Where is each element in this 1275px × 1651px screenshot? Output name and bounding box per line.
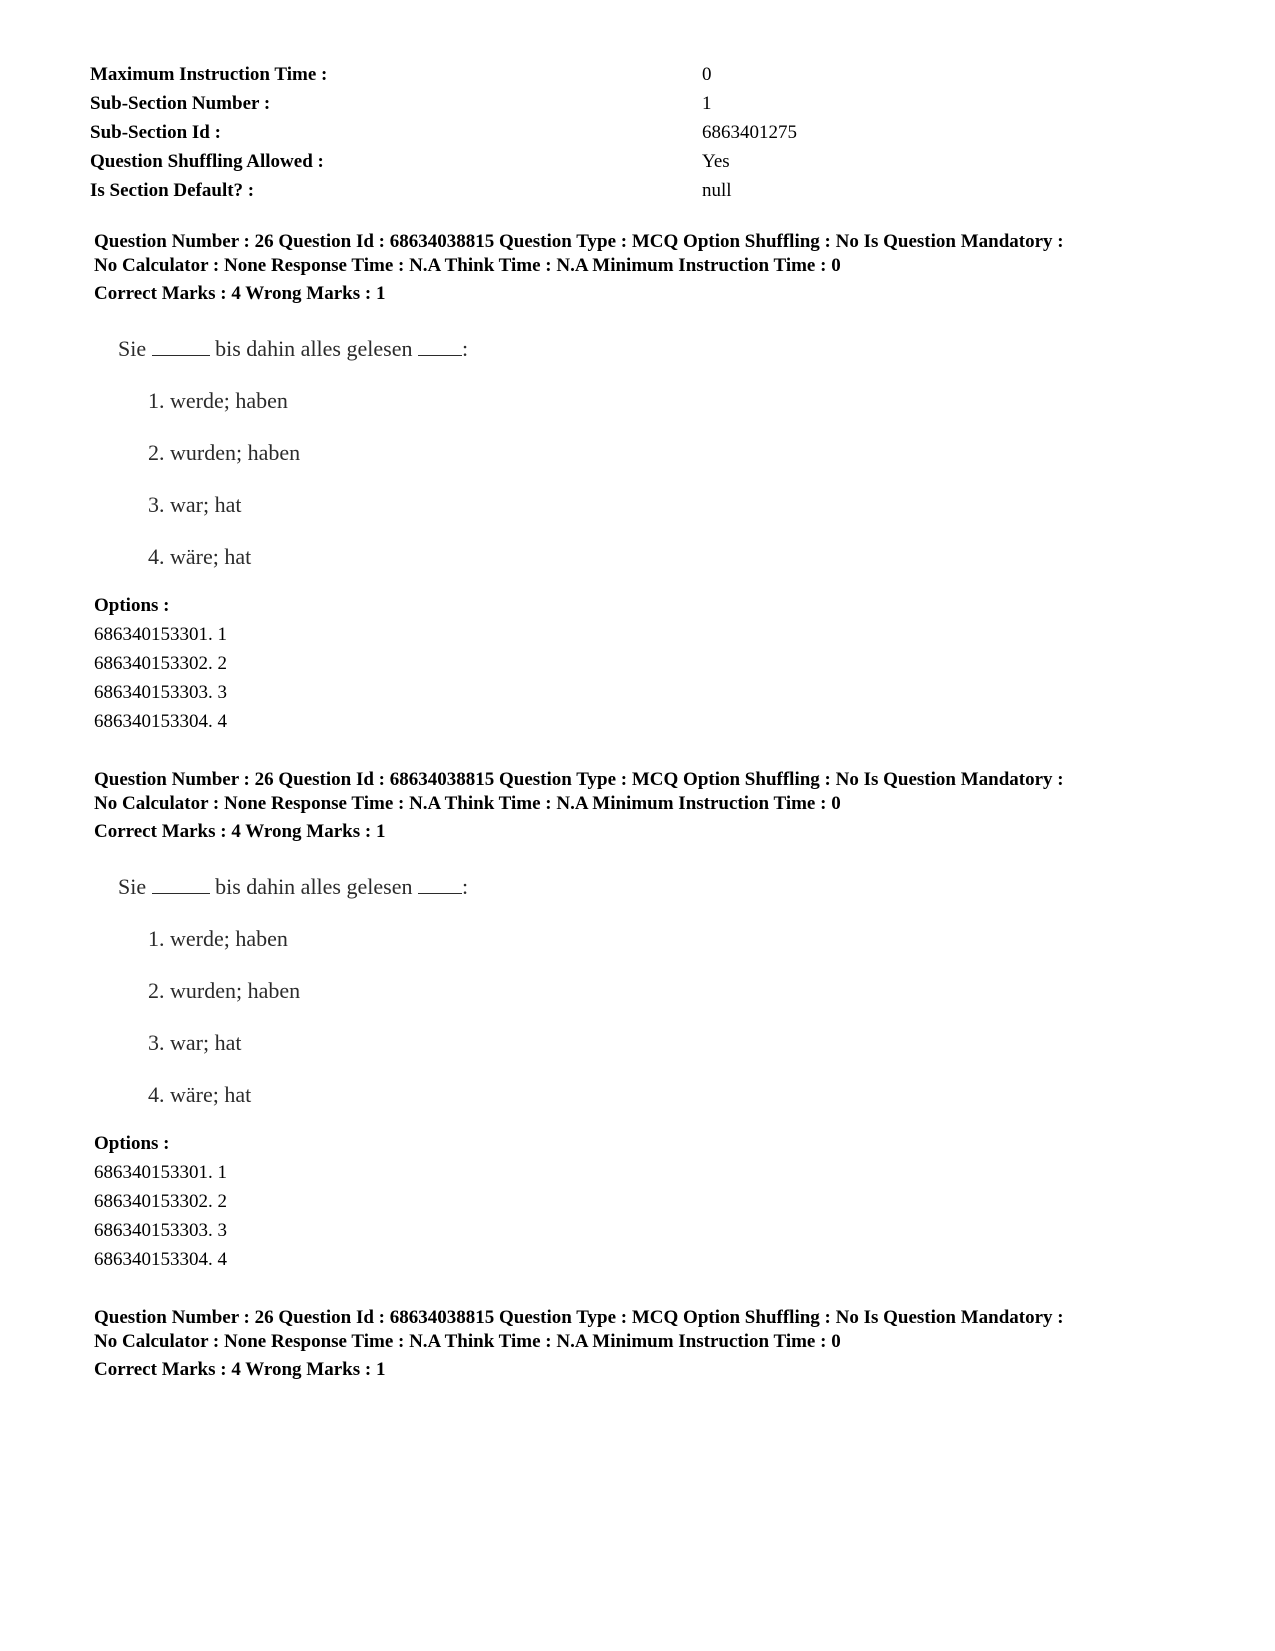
option-line: 686340153304. 4	[94, 1249, 227, 1270]
question-stem	[118, 874, 468, 900]
question-choice: 3. war; hat	[148, 1030, 242, 1055]
info-row	[90, 89, 990, 118]
info-row	[90, 118, 990, 147]
question-choice: 2. wurden; haben	[148, 978, 301, 1003]
stem-end: :	[461, 874, 469, 899]
question-header-line-1: Question Number : 26 Question Id : 68634038815 Question Type : MCQ Option Shuffling : No Is Question Mandatory :	[94, 769, 1064, 790]
info-value: Yes	[702, 151, 730, 172]
question-choice: 4. wäre; hat	[148, 1082, 252, 1107]
stem-blank	[152, 337, 210, 356]
option-line: 686340153301. 1	[94, 624, 227, 645]
question-block	[94, 230, 1214, 736]
question-image	[94, 856, 594, 1124]
question-choice: 1. werde; haben	[148, 388, 288, 413]
stem-word: Sie	[118, 336, 147, 361]
question-block	[94, 768, 1214, 1274]
question-header-line-2: No Calculator : None Response Time : N.A Think Time : N.A Minimum Instruction Time : 0	[94, 793, 841, 814]
info-value: 0	[702, 64, 712, 85]
question-header-line-1: Question Number : 26 Question Id : 68634038815 Question Type : MCQ Option Shuffling : No Is Question Mandatory :	[94, 231, 1064, 252]
option-line: 686340153304. 4	[94, 711, 227, 732]
info-value: null	[702, 180, 732, 201]
question-choice: 2. wurden; haben	[148, 440, 301, 465]
stem-word: Sie	[118, 874, 147, 899]
question-header-line-2: No Calculator : None Response Time : N.A Think Time : N.A Minimum Instruction Time : 0	[94, 1331, 841, 1352]
question-image	[94, 318, 594, 586]
info-value: 6863401275	[702, 122, 797, 143]
options-title: Options :	[94, 595, 170, 616]
info-row	[90, 60, 990, 89]
stem-blank	[418, 875, 462, 894]
option-line: 686340153303. 3	[94, 1220, 227, 1241]
option-line: 686340153303. 3	[94, 682, 227, 703]
options-title: Options :	[94, 1133, 170, 1154]
info-row	[90, 147, 990, 176]
stem-blank	[418, 337, 462, 356]
stem-end: :	[461, 336, 469, 361]
question-header-line-1: Question Number : 26 Question Id : 68634038815 Question Type : MCQ Option Shuffling : No Is Question Mandatory :	[94, 1307, 1064, 1328]
info-key: Sub-Section Number :	[90, 93, 271, 114]
question-choice: 1. werde; haben	[148, 926, 288, 951]
stem-word: bis dahin alles gelesen	[215, 336, 413, 361]
option-line: 686340153301. 1	[94, 1162, 227, 1183]
question-header-line-2: No Calculator : None Response Time : N.A Think Time : N.A Minimum Instruction Time : 0	[94, 255, 841, 276]
info-key: Maximum Instruction Time :	[90, 64, 328, 85]
info-key: Question Shuffling Allowed :	[90, 151, 324, 172]
question-stem	[118, 336, 468, 362]
section-info-table	[90, 60, 990, 205]
question-block	[94, 1306, 1214, 1382]
option-line: 686340153302. 2	[94, 1191, 227, 1212]
option-line: 686340153302. 2	[94, 653, 227, 674]
question-marks: Correct Marks : 4 Wrong Marks : 1	[94, 283, 386, 304]
info-value: 1	[702, 93, 712, 114]
info-row	[90, 176, 990, 205]
stem-blank	[152, 875, 210, 894]
question-choice: 3. war; hat	[148, 492, 242, 517]
question-marks: Correct Marks : 4 Wrong Marks : 1	[94, 821, 386, 842]
stem-word: bis dahin alles gelesen	[215, 874, 413, 899]
info-key: Is Section Default? :	[90, 180, 255, 201]
question-choice: 4. wäre; hat	[148, 544, 252, 569]
question-marks: Correct Marks : 4 Wrong Marks : 1	[94, 1359, 386, 1380]
info-key: Sub-Section Id :	[90, 122, 221, 143]
